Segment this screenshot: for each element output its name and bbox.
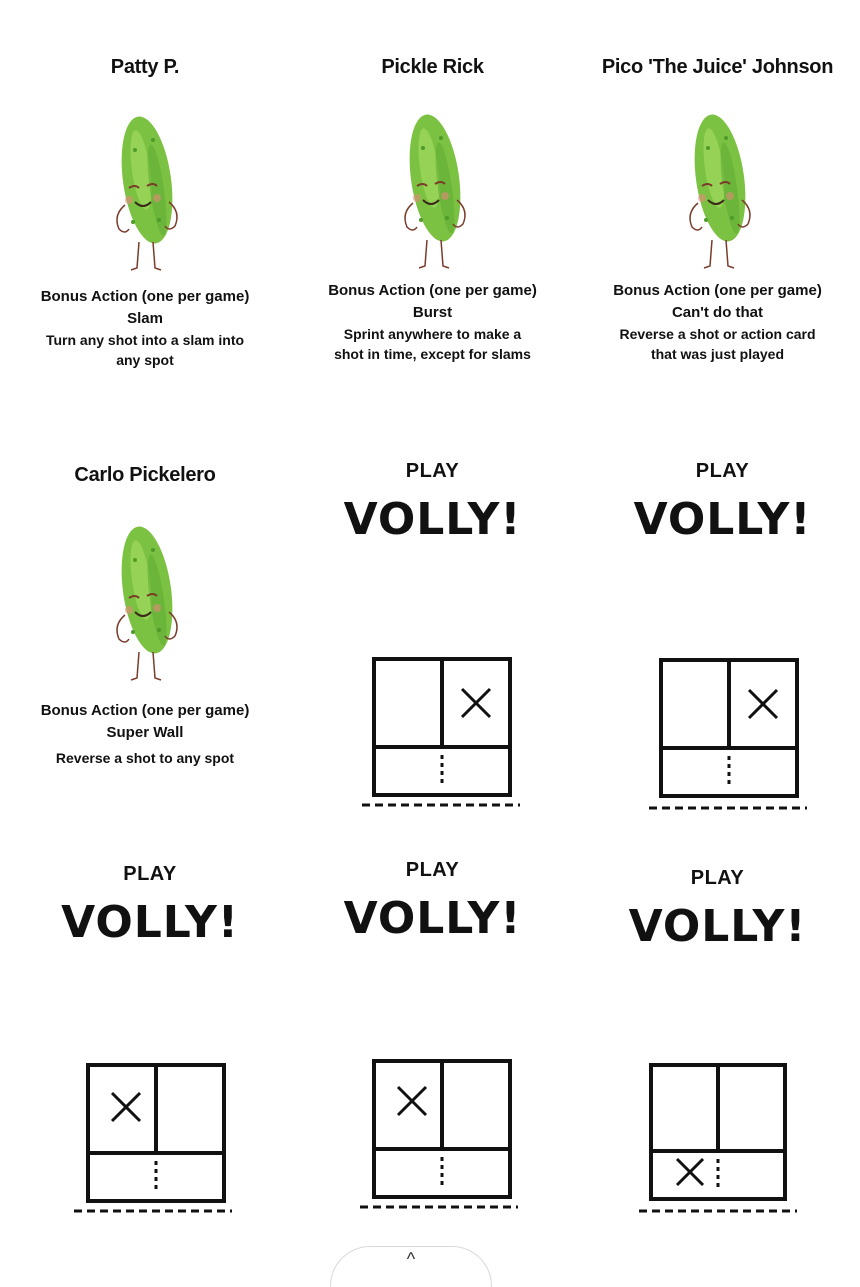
x-mark-icon — [398, 1087, 426, 1115]
character-bonus — [20, 286, 270, 370]
play-title: VOLLY! — [343, 893, 522, 944]
x-mark-icon — [677, 1159, 703, 1185]
court-diagram-icon — [360, 655, 520, 815]
ability-name: Burst — [412, 304, 453, 321]
pickle-character-icon — [678, 108, 758, 273]
play-label: PLAY — [695, 460, 750, 482]
play-title: VOLLY! — [61, 897, 239, 948]
play-card — [575, 410, 860, 815]
character-name: Pico 'The Juice' Johnson — [601, 56, 834, 78]
character-card — [0, 0, 290, 410]
play-label: PLAY — [123, 863, 177, 885]
bonus-title: Bonus Action (one per game) — [40, 288, 250, 305]
ability-description: Turn any shot into a slam into any spot — [45, 332, 245, 368]
bottom-sheet-handle[interactable] — [330, 1246, 492, 1287]
ability-description: Sprint anywhere to make a shot in time, except for slams — [334, 326, 531, 362]
chevron-up-icon[interactable]: ^ — [406, 1249, 416, 1269]
play-card — [290, 815, 575, 1240]
x-mark-icon — [112, 1093, 140, 1121]
ability-name: Can't do that — [671, 304, 764, 321]
court-diagram-icon — [72, 1061, 232, 1221]
x-mark-icon — [462, 689, 490, 717]
court-diagram-icon — [647, 656, 807, 816]
pickle-character-icon — [393, 108, 473, 273]
bonus-title: Bonus Action (one per game) — [40, 702, 250, 719]
play-card — [575, 815, 860, 1240]
character-bonus — [310, 280, 555, 364]
bonus-title: Bonus Action (one per game) — [613, 282, 822, 299]
play-label: PLAY — [405, 460, 460, 482]
character-card — [0, 410, 290, 815]
play-card — [0, 815, 290, 1240]
ability-description: Reverse a shot or action card that was just played — [619, 326, 816, 362]
ability-description: Reverse a shot to any spot — [55, 750, 235, 766]
play-label: PLAY — [690, 867, 745, 889]
play-label: PLAY — [405, 859, 460, 881]
character-bonus — [20, 700, 270, 768]
character-bonus — [595, 280, 840, 364]
play-title: VOLLY! — [628, 901, 807, 952]
character-name: Carlo Pickelero — [74, 464, 216, 486]
play-title: VOLLY! — [633, 494, 812, 545]
character-name: Pickle Rick — [381, 56, 484, 78]
play-card — [290, 410, 575, 815]
x-mark-icon — [749, 690, 777, 718]
court-diagram-icon — [637, 1061, 797, 1221]
bonus-title: Bonus Action (one per game) — [328, 282, 537, 299]
character-card — [290, 0, 575, 410]
pickle-character-icon — [105, 520, 185, 685]
character-name: Patty P. — [110, 56, 180, 78]
pickle-character-icon — [105, 110, 185, 275]
ability-name: Slam — [127, 310, 163, 327]
play-title: VOLLY! — [343, 494, 522, 545]
ability-name: Super Wall — [106, 724, 184, 741]
court-diagram-icon — [358, 1057, 518, 1217]
character-card — [575, 0, 860, 410]
